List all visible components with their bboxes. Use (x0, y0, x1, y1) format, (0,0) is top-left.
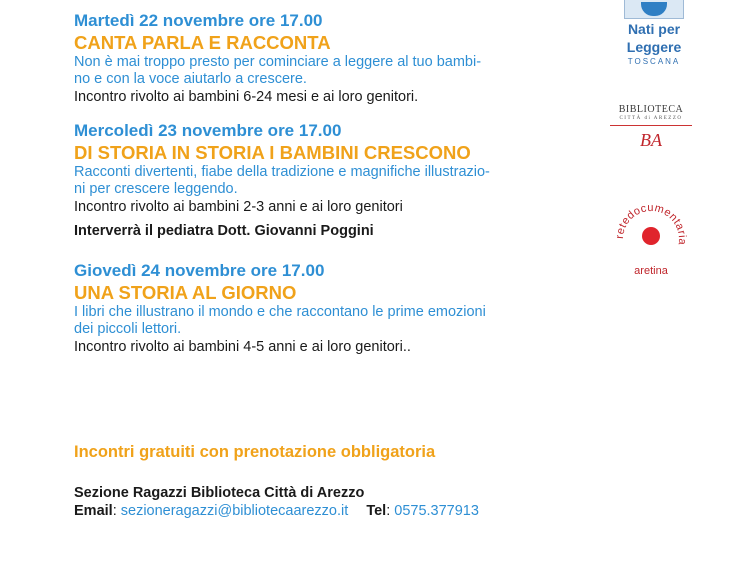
email-separator: : (112, 503, 121, 519)
biblioteca-logo (606, 104, 696, 151)
event-description-line: dei piccoli lettori. (74, 321, 182, 337)
contact-block (74, 484, 479, 520)
event-description-line: ni per crescere leggendo. (74, 181, 238, 197)
npl-line2: Leggere (626, 39, 682, 55)
event-date: Mercoledì 23 novembre ore 17.00 (74, 121, 342, 140)
email-link[interactable]: sezioneragazzi@bibliotecaarezzo.it (120, 503, 349, 519)
event-audience: Incontro rivolto ai bambini 4-5 anni e ai loro genitori.. (74, 339, 411, 355)
event-3 (74, 260, 594, 356)
tel-separator: : (386, 503, 395, 519)
free-booking-note: Incontri gratuiti con prenotazione obbligatoria (74, 443, 436, 461)
rda-bottom-text: aretina (634, 265, 668, 277)
rda-ring-text: retedocumentaria (613, 201, 689, 246)
bib-divider (610, 125, 692, 126)
event-description-line: Non è mai troppo presto per cominciare a leggere al tuo bambi- (74, 54, 482, 70)
event-description-line: no e con la voce aiutarlo a crescere. (74, 71, 307, 87)
email-label: Email (74, 503, 113, 519)
npl-region: TOSCANA (627, 57, 681, 66)
rete-documentaria-logo (612, 200, 690, 278)
event-1 (74, 10, 594, 106)
event-description-line: Racconti divertenti, fiabe della tradizione e magnifiche illustrazio- (74, 164, 490, 180)
event-audience: Incontro rivolto ai bambini 6-24 mesi e ai loro genitori. (74, 89, 419, 105)
contact-section-name: Sezione Ragazzi Biblioteca Città di Arezzo (74, 485, 365, 501)
event-title: CANTA PARLA E RACCONTA (74, 32, 331, 53)
npl-emblem-icon (624, 0, 684, 19)
bib-subtitle: CITTÀ di AREZZO (619, 116, 683, 121)
event-note: Interverrà il pediatra Dott. Giovanni Poggini (74, 223, 374, 239)
event-audience: Incontro rivolto ai bambini 2-3 anni e ai loro genitori (74, 199, 403, 215)
event-title: DI STORIA IN STORIA I BAMBINI CRESCONO (74, 142, 471, 163)
tel-label: Tel (366, 503, 387, 519)
npl-line1: Nati per (627, 21, 681, 37)
event-description-line: I libri che illustrano il mondo e che raccontano le prime emozioni (74, 304, 486, 320)
contact-line (74, 502, 479, 520)
event-2 (74, 120, 594, 216)
event-title: UNA STORIA AL GIORNO (74, 282, 297, 303)
bib-monogram: BA (640, 130, 662, 150)
nati-per-leggere-logo (612, 0, 696, 66)
event-date: Martedì 22 novembre ore 17.00 (74, 11, 323, 30)
events-column (74, 10, 594, 370)
red-dot-icon (642, 227, 660, 245)
bib-name: BIBLIOTECA (618, 104, 684, 115)
event-date: Giovedì 24 novembre ore 17.00 (74, 261, 325, 280)
tel-link[interactable]: 0575.377913 (394, 503, 479, 519)
